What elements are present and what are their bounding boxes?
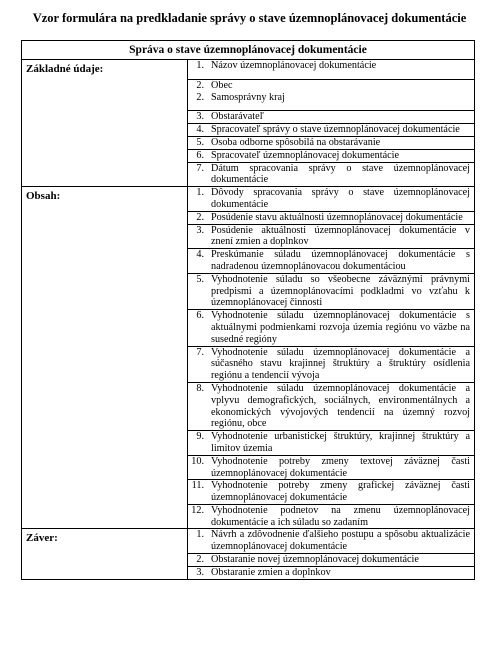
list-item (188, 187, 474, 211)
item-number: 12. (191, 504, 204, 516)
section-row-conclusion (22, 529, 475, 579)
item-number: 2. (196, 91, 204, 103)
list-item (188, 60, 474, 79)
item-number: 1. (196, 529, 204, 541)
item-text: Samosprávny kraj (211, 91, 285, 103)
item-number: 10. (191, 455, 204, 467)
list-item (188, 479, 474, 504)
item-text: Návrh a zdôvodnenie ďalšieho postupu a spôsobu aktualizácie územnoplánovacej dokumentácie (211, 529, 470, 553)
item-number: 4. (196, 249, 204, 261)
item-number: 5. (196, 136, 204, 148)
item-number: 3. (196, 111, 204, 123)
list-item (188, 136, 474, 149)
section-label: Záver: (22, 529, 188, 579)
section-items (188, 187, 475, 529)
item-number: 3. (196, 224, 204, 236)
item-number: 6. (196, 149, 204, 161)
list-item (188, 504, 474, 529)
section-label: Základné údaje: (22, 60, 188, 187)
item-text: Obstaranie zmien a doplnkov (211, 566, 331, 578)
page-title: Vzor formulára na predkladanie správy o stave územnoplánovacej dokumentácie (32, 11, 467, 25)
list-item (188, 553, 474, 566)
item-text: Vyhodnotenie súladu územnoplánovacej dokumentácie s aktuálnymi podmienkami rozvoja územia regiónu vo väzbe na susedné regióny (211, 310, 470, 345)
item-text: Dátum spracovania správy o stave územnoplánovacej dokumentácie (211, 162, 470, 186)
list-item (188, 162, 474, 187)
item-text: Spracovateľ územnoplánovacej dokumentácie (211, 149, 400, 161)
item-text: Vyhodnotenie podnetov na zmenu územnoplánovacej dokumentácie a ich súladu so zadaním (211, 504, 470, 528)
item-number: 4. (196, 124, 204, 136)
item-text: Vyhodnotenie urbanistickej štruktúry, krajinnej štruktúry a limitov územia (211, 431, 470, 454)
list-item (188, 149, 474, 162)
report-form-table (21, 40, 475, 580)
item-text: Osoba odborne spôsobilá na obstarávanie (211, 136, 381, 148)
item-text: Obstaranie novej územnoplánovacej dokumentácie (211, 554, 419, 566)
item-number: 8. (196, 382, 204, 394)
section-label: Obsah: (22, 187, 188, 529)
item-text: Dôvody spracovania správy o stave územnoplánovacej dokumentácie (211, 187, 470, 210)
section-items (188, 60, 475, 187)
list-item (188, 346, 474, 382)
item-number: 1. (196, 187, 204, 199)
item-number: 7. (196, 346, 204, 358)
item-number: 3. (196, 566, 204, 578)
list-item (188, 211, 474, 224)
item-number: 2. (196, 79, 204, 91)
item-text: Obec (211, 79, 233, 91)
item-number: 9. (196, 431, 204, 443)
section-items (188, 529, 475, 579)
list-item (188, 273, 474, 309)
item-text: Názov územnoplánovacej dokumentácie (211, 60, 377, 71)
list-item (188, 79, 474, 92)
table-header: Správa o stave územnoplánovacej dokumentácie (22, 41, 475, 60)
list-item (188, 248, 474, 273)
list-item (188, 110, 474, 123)
item-number: 7. (196, 162, 204, 174)
item-text: Vyhodnotenie potreby zmeny grafickej záväznej časti územnoplánovacej dokumentácie (211, 480, 470, 504)
item-text: Posúdenie aktuálnosti územnoplánovacej dokumentácie v znení zmien a doplnkov (211, 224, 470, 248)
item-text: Posúdenie stavu aktuálnosti územnoplánovacej dokumentácie (211, 211, 463, 223)
item-text: Vyhodnotenie súladu so všeobecne záväznými právnymi predpismi a územnoplánovacími podkladmi vo vzťahu k územnoplánovacej činnosti (211, 273, 470, 309)
list-item (188, 123, 474, 136)
list-item (188, 455, 474, 480)
list-item (188, 382, 474, 430)
list-item (188, 529, 474, 553)
item-text: Vyhodnotenie súladu územnoplánovacej dokumentácie a súčasného stavu krajinnej štruktúry a štruktúry osídlenia regiónu a tendencií vývoja (211, 346, 470, 382)
list-item (188, 430, 474, 455)
item-number: 5. (196, 273, 204, 285)
item-text: Obstarávateľ (211, 111, 264, 123)
item-text: Spracovateľ správy o stave územnoplánovacej dokumentácie (211, 124, 460, 136)
list-item (188, 309, 474, 345)
item-text: Preskúmanie súladu územnoplánovacej dokumentácie s nadradenou územnoplánovacou dokumentáciou (211, 249, 470, 272)
item-text: Vyhodnotenie potreby zmeny textovej záväznej časti územnoplánovacej dokumentácie (211, 455, 470, 479)
item-number: 2. (196, 211, 204, 223)
item-text: Vyhodnotenie súladu územnoplánovacej dokumentácie a vplyvu demografických, sociálnych, environmentálnych a ekonomických vývojových tendencií na územný rozvoj regiónu, obce (211, 382, 470, 430)
item-number: 6. (196, 310, 204, 322)
item-number: 11. (191, 480, 204, 492)
section-row-basic (22, 60, 475, 187)
list-item (188, 566, 474, 579)
section-row-content (22, 187, 475, 529)
item-number: 2. (196, 554, 204, 566)
list-item (188, 92, 474, 111)
list-item (188, 224, 474, 249)
item-number: 1. (196, 60, 204, 71)
